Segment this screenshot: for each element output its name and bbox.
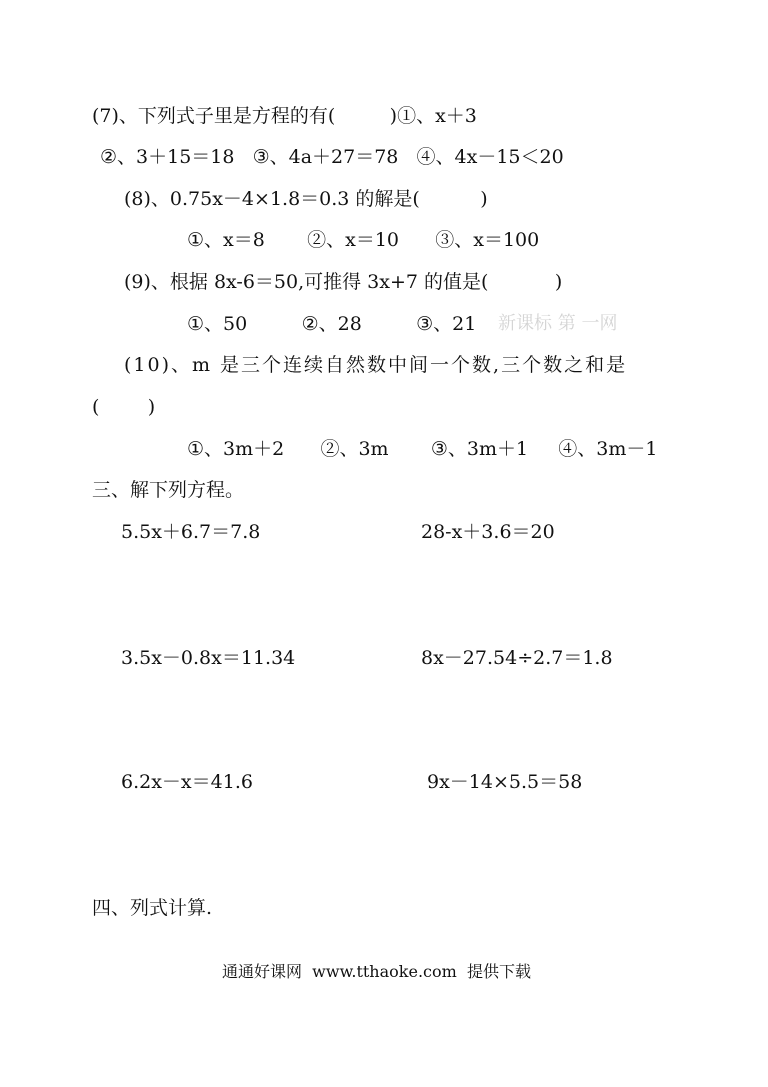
- equation: 6.2x－x＝41.6: [121, 771, 253, 793]
- footer: 通通好课网 www.tthaoke.com 提供下载: [222, 962, 531, 981]
- q9-options: ①、50 ②、28 ③、21: [187, 313, 477, 335]
- q10-stem: (10)、m 是三个连续自然数中间一个数,三个数之和是: [124, 354, 628, 376]
- equation: 3.5x－0.8x＝11.34: [121, 647, 296, 669]
- equation: 9x－14×5.5＝58: [427, 771, 583, 793]
- equation: 28-x＋3.6＝20: [421, 521, 555, 543]
- q10-options: ①、3m＋2 ②、3m ③、3m＋1 ④、3m－1: [187, 438, 658, 460]
- q9-stem: (9)、根据 8x-6＝50,可推得 3x+7 的值是( ): [124, 271, 563, 293]
- section3-title: 三、解下列方程。: [92, 479, 245, 501]
- equation: 5.5x＋6.7＝7.8: [121, 521, 261, 543]
- watermark: 新课标 第 一网: [498, 313, 618, 334]
- section4-title: 四、列式计算.: [92, 897, 213, 919]
- q7-stem: (7)、下列式子里是方程的有( )①、x＋3: [92, 105, 477, 127]
- q10-blank: ( ): [92, 396, 156, 418]
- equation: 8x－27.54÷2.7＝1.8: [421, 647, 613, 669]
- q8-options: ①、x＝8 ②、x＝10 ③、x＝100: [187, 229, 540, 251]
- q8-stem: (8)、0.75x－4×1.8＝0.3 的解是( ): [124, 188, 488, 210]
- q7-options: ②、3＋15＝18 ③、4a＋27＝78 ④、4x－15＜20: [100, 146, 564, 168]
